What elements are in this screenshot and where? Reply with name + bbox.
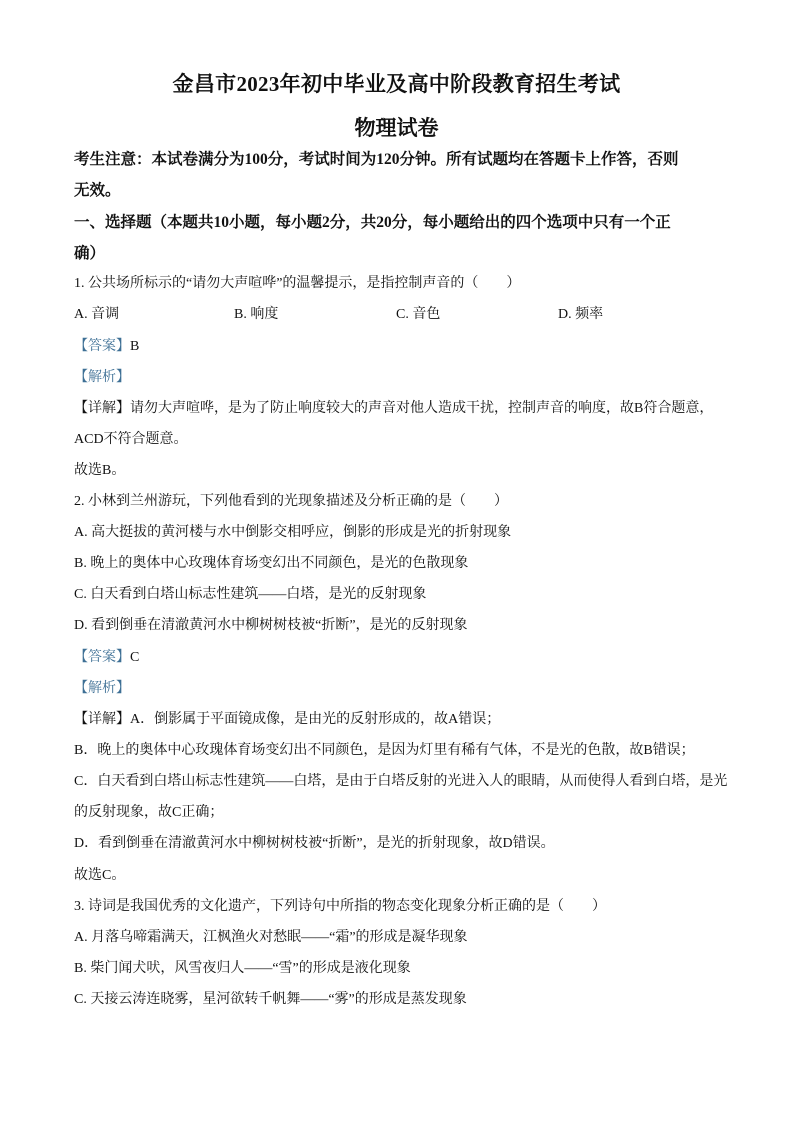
- detail-label: 【详解】: [74, 712, 130, 727]
- question-2-analysis-label: 【解析】: [74, 681, 130, 696]
- question-2-option-a: A. 高大挺拔的黄河楼与水中倒影交相呼应，倒影的形成是光的折射现象: [74, 525, 512, 540]
- detail-text: A．倒影属于平面镜成像，是由光的反射形成的，故A错误；: [130, 712, 501, 727]
- notice-line-2: 无效。: [74, 182, 121, 199]
- question-1-detail-line-2: ACD不符合题意。: [74, 432, 188, 447]
- question-1-analysis-label: 【解析】: [74, 370, 130, 385]
- question-2-option-b: B. 晚上的奥体中心玫瑰体育场变幻出不同颜色，是光的色散现象: [74, 556, 469, 571]
- question-1-answer: [74, 337, 139, 357]
- question-2-stem: 2. 小林到兰州游玩，下列他看到的光现象描述及分析正确的是（ ）: [74, 494, 508, 509]
- exam-subtitle: 物理试卷: [354, 116, 439, 140]
- question-1-option-c: C. 音色: [396, 307, 441, 322]
- answer-value: B: [130, 339, 140, 354]
- question-3-option-c: C. 天接云涛连晓雾，星河欲转千帆舞——“雾”的形成是蒸发现象: [74, 992, 467, 1007]
- question-1-option-b: B. 响度: [234, 307, 279, 322]
- section-heading-line-2: 确）: [74, 245, 106, 262]
- question-3-option-a: A. 月落乌啼霜满天，江枫渔火对愁眠——“霜”的形成是凝华现象: [74, 930, 468, 945]
- detail-label: 【详解】: [74, 401, 130, 416]
- question-2-detail-line-5: D．看到倒垂在清澈黄河水中柳树树枝被“折断”，是光的折射现象，故D错误。: [74, 836, 555, 851]
- question-3-stem: 3. 诗词是我国优秀的文化遗产，下列诗句中所指的物态变化现象分析正确的是（ ）: [74, 899, 606, 914]
- question-2-detail-line-3: C．白天看到白塔山标志性建筑——白塔，是由于白塔反射的光进入人的眼睛，从而使得人看到白塔，是光: [74, 774, 728, 789]
- answer-label: 【答案】: [74, 650, 130, 665]
- question-1-option-d: D. 频率: [558, 307, 604, 322]
- question-3-option-b: B. 柴门闻犬吠，风雪夜归人——“雪”的形成是液化现象: [74, 961, 411, 976]
- section-heading-line-1: 一、选择题（本题共10小题，每小题2分，共20分，每小题给出的四个选项中只有一个正: [74, 214, 671, 231]
- question-1-conclusion: 故选B。: [74, 463, 126, 478]
- notice-line-1: 考生注意：本试卷满分为100分，考试时间为120分钟。所有试题均在答题卡上作答，否则: [74, 151, 679, 168]
- question-2-detail-line-4: 的反射现象，故C正确；: [74, 805, 224, 820]
- question-1-stem: 1. 公共场所标示的“请勿大声喧哗”的温馨提示，是指控制声音的（ ）: [74, 276, 521, 291]
- question-2-answer: [74, 648, 139, 668]
- exam-title: 金昌市2023年初中毕业及高中阶段教育招生考试: [172, 72, 621, 96]
- detail-text: 请勿大声喧哗，是为了防止响度较大的声音对他人造成干扰，控制声音的响度，故B符合题意，: [130, 401, 714, 416]
- answer-label: 【答案】: [74, 339, 130, 354]
- question-2-conclusion: 故选C。: [74, 868, 126, 883]
- answer-value: C: [130, 650, 140, 665]
- question-2-detail-line-2: B．晚上的奥体中心玫瑰体育场变幻出不同颜色，是因为灯里有稀有气体，不是光的色散，故B错误；: [74, 743, 695, 758]
- question-2-option-c: C. 白天看到白塔山标志性建筑——白塔，是光的反射现象: [74, 587, 427, 602]
- question-1-detail-line-1: [74, 399, 713, 419]
- question-2-detail-line-1: [74, 710, 500, 730]
- question-2-option-d: D. 看到倒垂在清澈黄河水中柳树树枝被“折断”，是光的反射现象: [74, 618, 468, 633]
- question-1-option-a: A. 音调: [74, 307, 120, 322]
